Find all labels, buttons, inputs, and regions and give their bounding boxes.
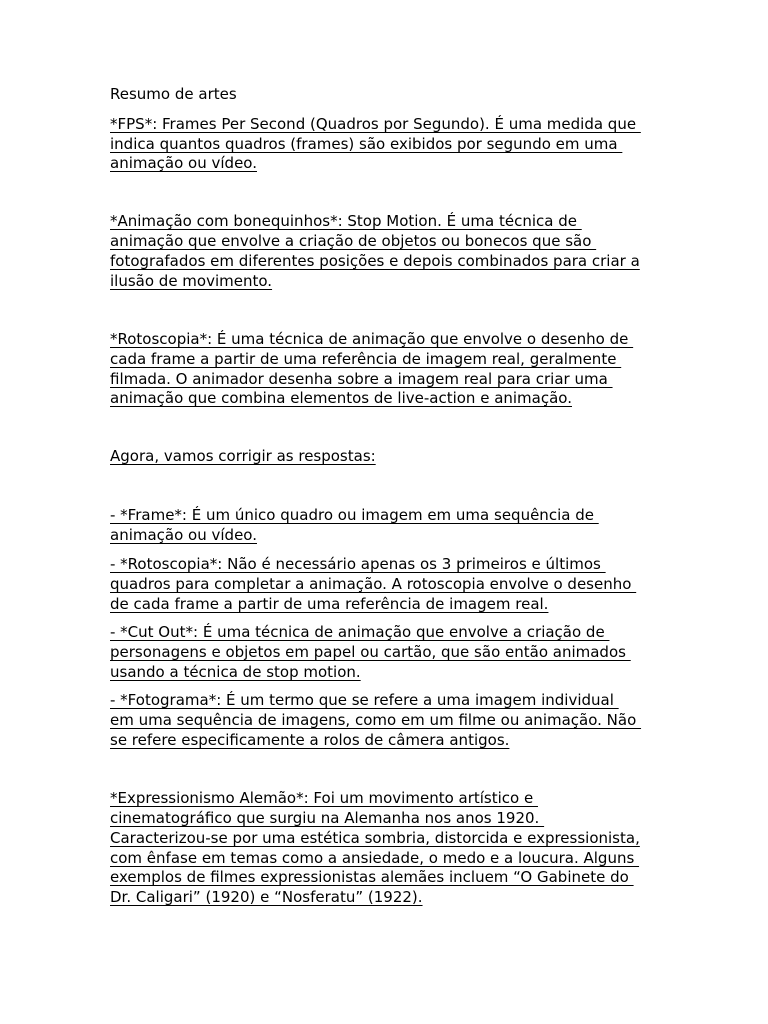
text-line-rotoscopia-3: filmada. O animador desenha sobre a imagem real para criar uma: [110, 370, 613, 388]
text-line-stop-motion-1: *Animação com bonequinhos*: Stop Motion. É uma técnica de: [110, 212, 582, 230]
text-line-fotograma-3: se refere especificamente a rolos de câmera antigos.: [110, 731, 510, 749]
text-line-rotoscopia-fix-1: - *Rotoscopia*: Não é necessário apenas os 3 primeiros e últimos: [110, 555, 606, 573]
text-line-stop-motion-2: animação que envolve a criação de objetos ou bonecos que são: [110, 232, 597, 250]
document-title: Resumo de artes: [110, 85, 237, 103]
text-line-rotoscopia-1: *Rotoscopia*: É uma técnica de animação que envolve o desenho de: [110, 330, 634, 348]
text-line-expressionismo-6: Dr. Caligari” (1920) e “Nosferatu” (1922).: [110, 888, 423, 906]
text-line-expressionismo-5: exemplos de filmes expressionistas alemães incluem “O Gabinete do: [110, 868, 634, 886]
text-line-frame-2: animação ou vídeo.: [110, 526, 257, 544]
text-line-cut-out-3: usando a técnica de stop motion.: [110, 663, 361, 681]
text-line-rotoscopia-fix-2: quadros para completar a animação. A rotoscopia envolve o desenho: [110, 575, 637, 593]
text-line-stop-motion-4: ilusão de movimento.: [110, 272, 273, 290]
text-line-fps-2: indica quantos quadros (frames) são exibidos por segundo em uma: [110, 135, 623, 153]
text-line-expressionismo-4: com ênfase em temas como a ansiedade, o medo e a loucura. Alguns: [110, 849, 640, 867]
text-line-expressionismo-2: cinematográfico que surgiu na Alemanha nos anos 1920.: [110, 809, 545, 827]
text-line-stop-motion-3: fotografados em diferentes posições e depois combinados para criar a: [110, 252, 640, 270]
text-line-correction-heading: Agora, vamos corrigir as respostas:: [110, 447, 376, 465]
text-line-rotoscopia-2: cada frame a partir de uma referência de imagem real, geralmente: [110, 350, 622, 368]
text-line-fotograma-1: - *Fotograma*: É um termo que se refere a uma imagem individual: [110, 691, 619, 709]
text-line-cut-out-1: - *Cut Out*: É uma técnica de animação que envolve a criação de: [110, 623, 610, 641]
text-line-cut-out-2: personagens e objetos em papel ou cartão, que são então animados: [110, 643, 631, 661]
text-line-frame-1: - *Frame*: É um único quadro ou imagem em uma sequência de: [110, 506, 599, 524]
text-line-fotograma-2: em uma sequência de imagens, como em um filme ou animação. Não: [110, 711, 642, 729]
text-line-rotoscopia-fix-3: de cada frame a partir de uma referência de imagem real.: [110, 595, 549, 613]
text-line-fps-3: animação ou vídeo.: [110, 154, 257, 172]
text-line-rotoscopia-4: animação que combina elementos de live-action e animação.: [110, 389, 572, 407]
text-line-expressionismo-1: *Expressionismo Alemão*: Foi um movimento artístico e: [110, 789, 538, 807]
text-line-expressionismo-3: Caracterizou-se por uma estética sombria, distorcida e expressionista,: [110, 829, 640, 847]
text-line-fps-1: *FPS*: Frames Per Second (Quadros por Segundo). É uma medida que: [110, 115, 641, 133]
